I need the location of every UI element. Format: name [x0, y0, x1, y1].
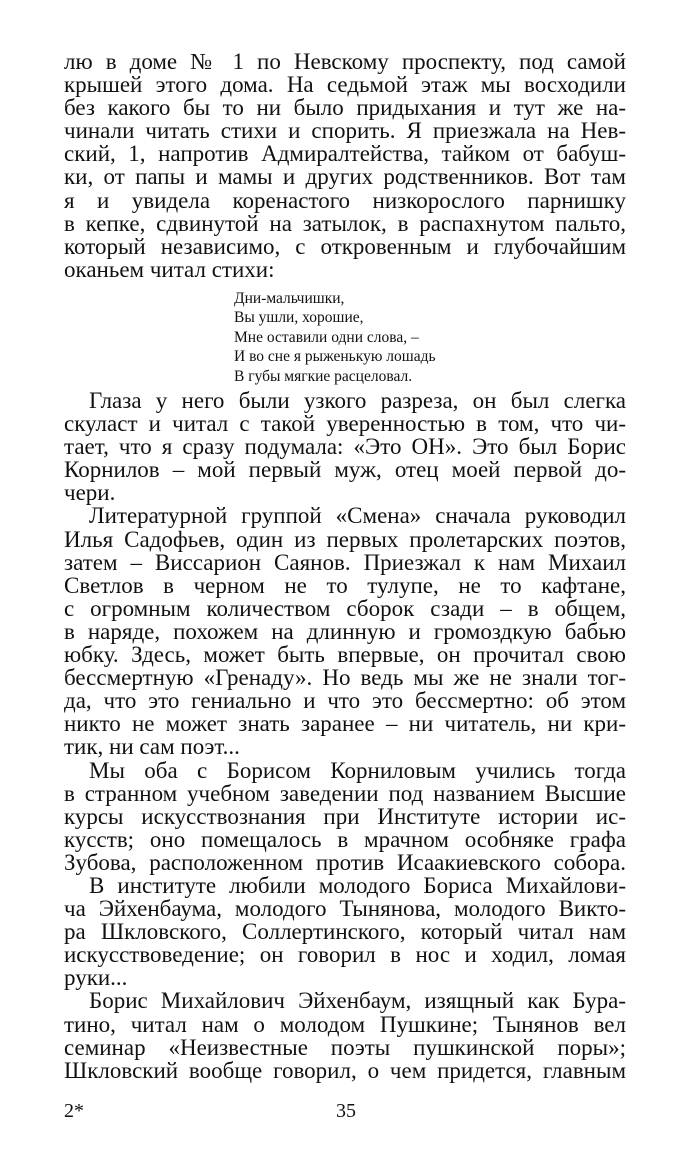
page-number: 35 — [336, 1100, 356, 1122]
text-line: ча Эйхенбаума, молодого Тынянова, молодого Викто- — [64, 896, 626, 922]
text-line: ра Шкловского, Соллертинского, который читал нам — [64, 919, 626, 945]
text-line: Корнилов – мой первый муж, отец моей первой до- — [64, 457, 626, 483]
text-line: Илья Садофьев, один из первых пролетарских поэтов, — [64, 526, 626, 552]
text-line: чинали читать стихи и спорить. Я приезжала на Нев- — [64, 118, 626, 144]
text-line: который независимо, с откровенным и глубочайшим — [64, 233, 626, 259]
poem-line: Дни-мальчишки, — [234, 290, 345, 307]
text-line: тик, ни сам поэт... — [64, 734, 240, 760]
text-line: руки... — [64, 965, 128, 991]
poem-line: Вы ушли, хорошие, — [234, 309, 364, 327]
text-line: в странном учебном заведении под названием Высшие — [64, 780, 626, 806]
text-line: тает, что я сразу подумала: «Это ОН». Это был Борис — [64, 434, 626, 460]
text-block-1 — [64, 50, 626, 281]
text-line: Мы оба с Борисом Корниловым учились тогда — [89, 757, 626, 783]
text-line: в кепке, сдвинутой на затылок, в распахнутом пальто, — [64, 210, 626, 236]
text-line: с огромным количеством сборок сзади – в общем, — [64, 595, 626, 621]
text-line: Светлов в черном не то тулупе, не то кафтане, — [64, 572, 626, 598]
poem-line: И во сне я рыженькую лошадь — [234, 348, 436, 366]
text-line: семинар «Неизвестные поэты пушкинской поры»; — [64, 1034, 626, 1060]
poem-line: Мне оставили одни слова, – — [234, 328, 419, 346]
text-line: никто не может знать заранее – ни читатель, ни кри- — [64, 711, 626, 737]
text-line: без какого бы то ни было придыхания и тут же на- — [64, 95, 626, 121]
text-line: Литературной группой «Смена» сначала руководил — [89, 503, 626, 529]
text-line: затем – Виссарион Саянов. Приезжал к нам Михаил — [64, 549, 626, 575]
text-line: тино, читал нам о молодом Пушкине; Тынянов вел — [64, 1011, 626, 1037]
text-line: скуласт и читал с такой уверенностью в том, что чи- — [64, 411, 626, 437]
text-line: ки, от папы и мамы и других родственников. Вот там — [64, 164, 626, 190]
text-line: искусствоведение; он говорил в нос и ходил, ломая — [64, 942, 626, 968]
text-line: Зубова, расположенном против Исаакиевского собора. — [64, 849, 626, 875]
text-line: юбку. Здесь, может быть впервые, он прочитал свою — [64, 642, 626, 668]
text-line: лю в доме № 1 по Невскому проспекту, под самой — [64, 49, 626, 74]
text-line: ский, 1, напротив Адмиралтейства, тайком от бабуш- — [64, 141, 626, 167]
text-line: Борис Михайлович Эйхенбаум, изящный как Бура- — [89, 988, 626, 1014]
text-line: крышей этого дома. На седьмой этаж мы восходили — [64, 72, 626, 98]
text-block-2 — [64, 389, 626, 1082]
text-line: да, что это гениально и что это бессмертно: об этом — [64, 688, 626, 714]
text-line: В институте любили молодого Бориса Михайлови- — [89, 872, 626, 898]
signature-mark: 2* — [64, 1100, 84, 1122]
text-line: оканьем читал стихи: — [64, 256, 275, 282]
text-line: Глаза у него были узкого разреза, он был слегка — [89, 388, 626, 413]
poem-quote — [234, 289, 436, 386]
text-line: бессмертную «Гренаду». Но ведь мы же не знали тог- — [64, 665, 626, 691]
text-line: в наряде, похожем на длинную и громоздкую бабью — [64, 618, 626, 644]
text-line: Шкловский вообще говорил, о чем придется, главным — [64, 1057, 626, 1083]
text-line: чери. — [64, 480, 116, 506]
poem-line: В губы мягкие расцеловал. — [234, 367, 413, 385]
text-line: я и увидела коренастого низкорослого парнишку — [64, 187, 626, 213]
text-line: курсы искусствознания при Институте истории ис- — [64, 803, 626, 829]
text-line: кусств; оно помещалось в мрачном особняке графа — [64, 826, 626, 852]
